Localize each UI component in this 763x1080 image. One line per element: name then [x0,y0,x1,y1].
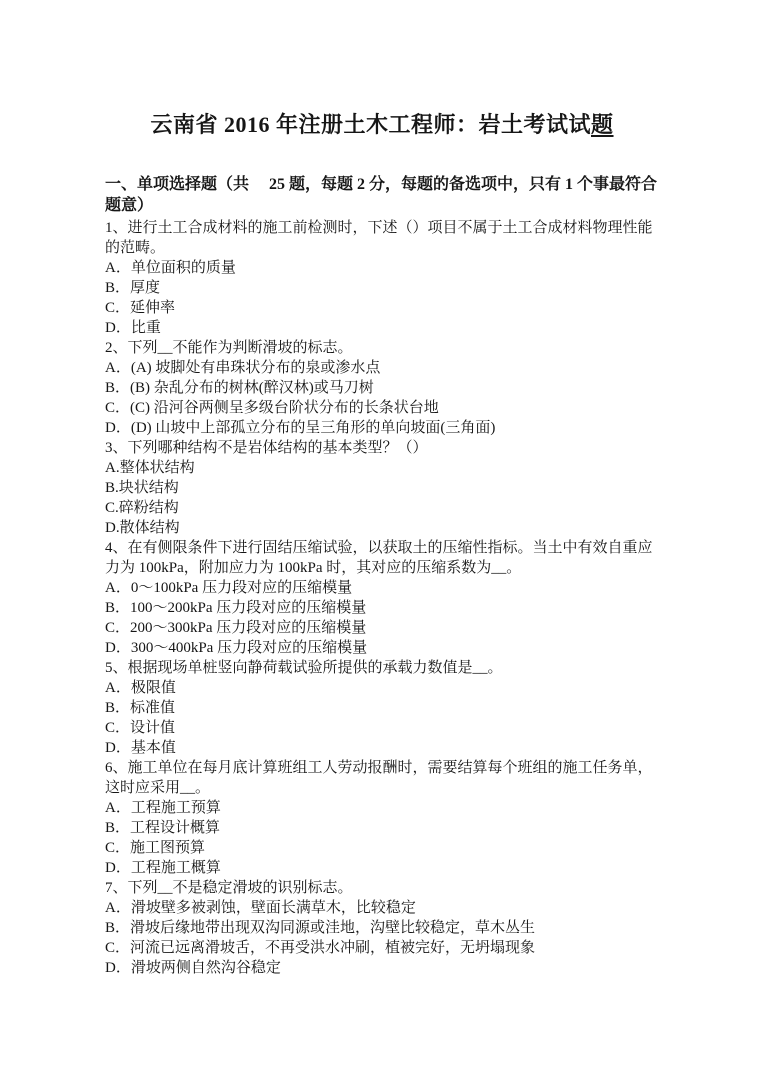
question-option: C．河流已远离滑坡舌，不再受洪水冲刷，植被完好，无坍塌现象 [105,940,536,956]
question-stem: 7、下列__不是稳定滑坡的识别标志。 [105,880,353,896]
question-1 [105,218,659,338]
question-option: B.块状结构 [105,480,179,496]
question-option: C．设计值 [105,720,176,736]
question-2 [105,338,659,438]
question-option: D．基本值 [105,740,176,756]
question-stem: 6、施工单位在每月底计算班组工人劳动报酬时，需要结算每个班组的施工任务单，这时应采用__。 [105,760,653,796]
question-option: B．厚度 [105,280,161,296]
section-header: 一、单项选择题（共 25 题，每题 2 分，每题的备选项中，只有 1 个事最符合题意） [105,176,658,214]
question-option: C．(C) 沿河谷两侧呈多级台阶状分布的长条状台地 [105,400,439,416]
question-option: A．滑坡壁多被剥蚀，壁面长满草木，比较稳定 [105,900,416,916]
question-option: A．单位面积的质量 [105,260,236,276]
doc-title-underlined-suffix: 题 [591,112,614,137]
question-option: A．极限值 [105,680,176,696]
question-option: A．工程施工预算 [105,800,221,816]
question-stem: 1、进行土工合成材料的施工前检测时，下述（）项目不属于土工合成材料物理性能的范畴。 [105,220,653,256]
question-option: D．比重 [105,320,161,336]
question-6 [105,758,659,878]
question-option: B．标准值 [105,700,176,716]
doc-title [105,110,659,140]
question-option: B．工程设计概算 [105,820,221,836]
question-option: D．滑坡两侧自然沟谷稳定 [105,960,281,976]
question-option: B．滑坡后缘地带出现双沟同源或洼地，沟壁比较稳定，草木丛生 [105,920,536,936]
question-stem: 2、下列__不能作为判断滑坡的标志。 [105,340,353,356]
question-option: C.碎粉结构 [105,500,179,516]
question-7 [105,878,659,978]
question-stem: 5、根据现场单桩竖向静荷载试验所提供的承载力数值是__。 [105,660,503,676]
question-option: D．工程施工概算 [105,860,221,876]
question-3 [105,438,659,538]
question-stem: 4、在有侧限条件下进行固结压缩试验，以获取土的压缩性指标。当土中有效自重应力为 100kPa，附加应力为 100kPa 时，其对应的压缩系数为__。 [105,540,653,576]
question-option: D．300～400kPa 压力段对应的压缩模量 [105,640,368,656]
question-option: D.散体结构 [105,520,180,536]
question-option: B．100～200kPa 压力段对应的压缩模量 [105,600,367,616]
question-4 [105,538,659,658]
question-option: A.整体状结构 [105,460,195,476]
question-option: A．0～100kPa 压力段对应的压缩模量 [105,580,353,596]
question-option: C．200～300kPa 压力段对应的压缩模量 [105,620,367,636]
question-stem: 3、下列哪种结构不是岩体结构的基本类型？（） [105,440,428,456]
question-5 [105,658,659,758]
question-option: C．延伸率 [105,300,176,316]
doc-title-text: 云南省 2016 年注册土木工程师：岩土考试试 [150,112,591,137]
question-option: D．(D) 山坡中上部孤立分布的呈三角形的单向坡面(三角面) [105,420,496,436]
question-option: B．(B) 杂乱分布的树林(醉汉林)或马刀树 [105,380,374,396]
question-option: C．施工图预算 [105,840,206,856]
question-option: A．(A) 坡脚处有串珠状分布的泉或渗水点 [105,360,381,376]
